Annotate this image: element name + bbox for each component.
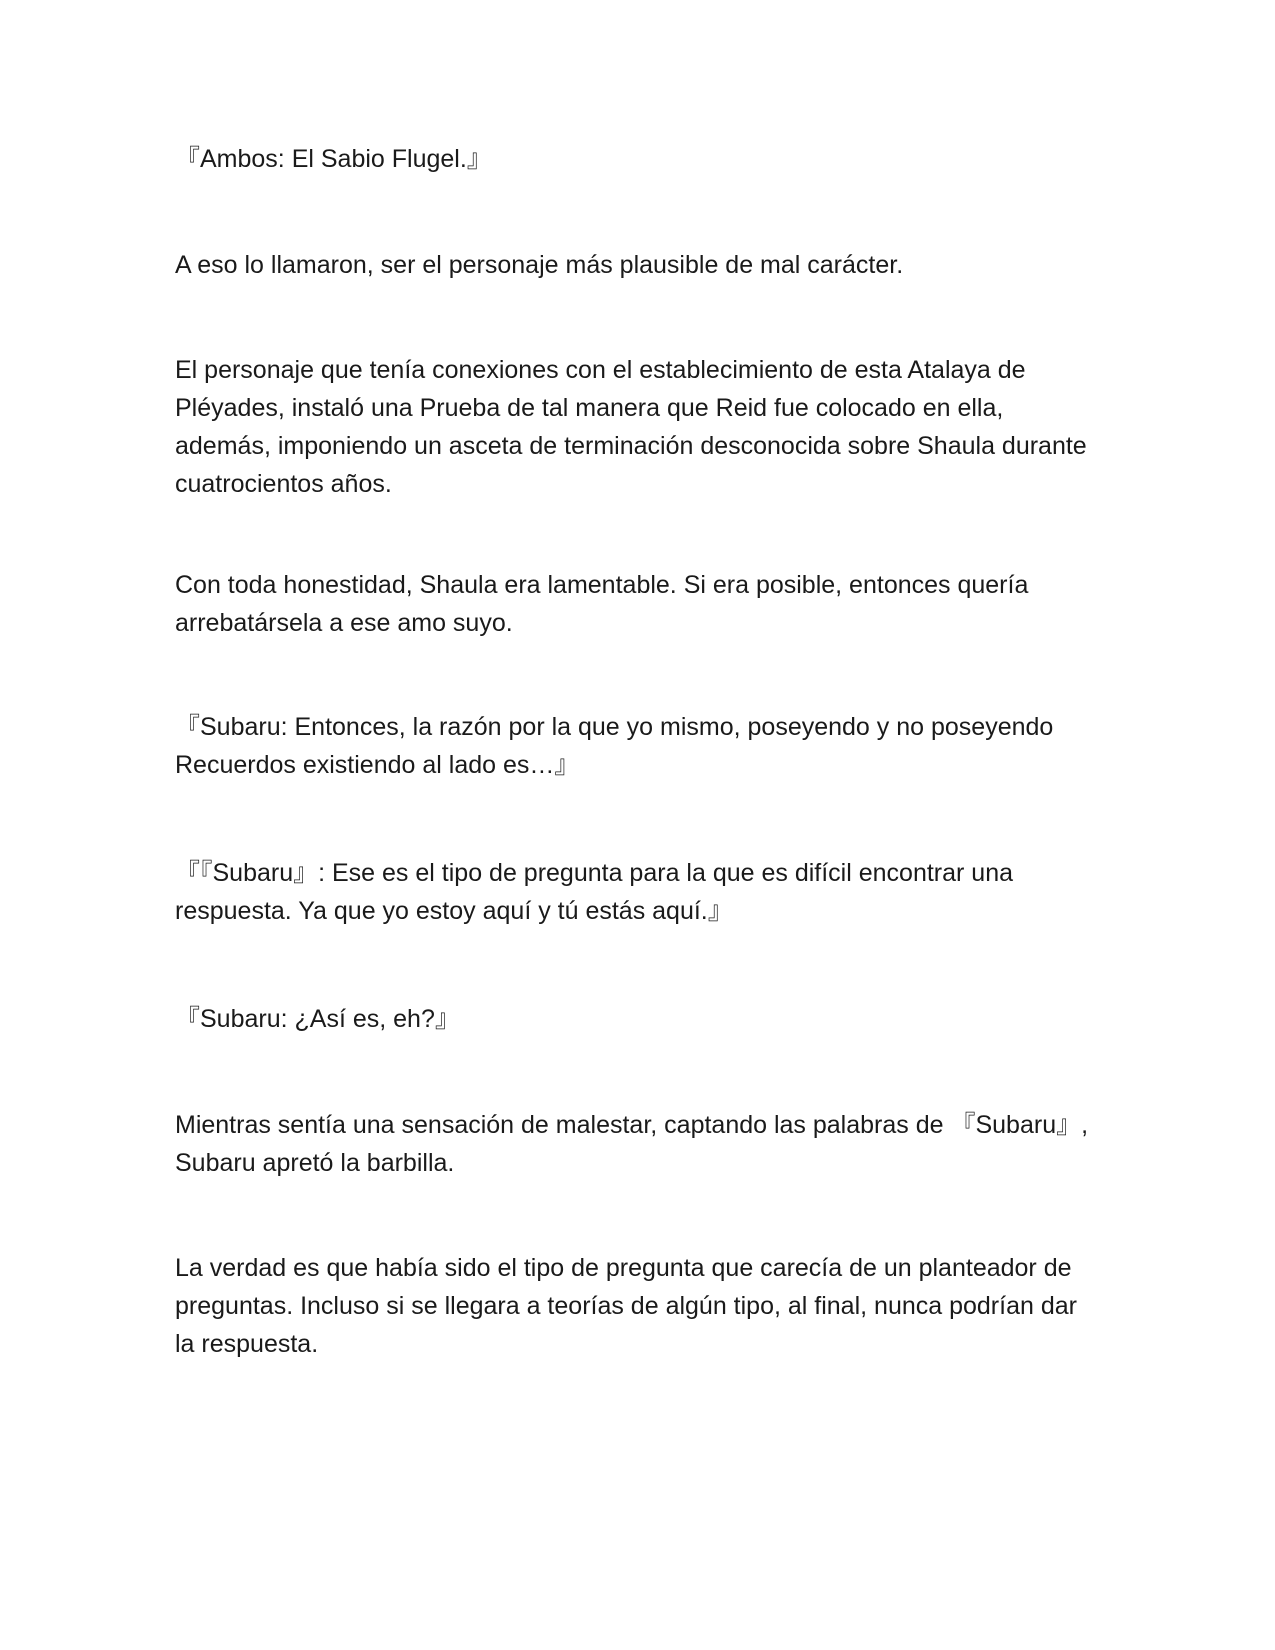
paragraph-9: La verdad es que había sido el tipo de pregunta que carecía de un planteador de preguntas. Incluso si se llegara a teorías de algún tipo, al final, nunca podrían dar la respuesta. bbox=[175, 1254, 1077, 1358]
paragraph-8: Mientras sentía una sensación de malestar, captando las palabras de 『Subaru』, Subaru apretó la barbilla. bbox=[175, 1111, 1089, 1177]
paragraph-3: El personaje que tenía conexiones con el establecimiento de esta Atalaya de Pléyades, instaló una Prueba de tal manera que Reid fue colocado en ella, además, imponiendo un asceta de terminación desconocida sobre Shaula durante cuatrocientos años. bbox=[175, 356, 1087, 498]
paragraph-2: A eso lo llamaron, ser el personaje más plausible de mal carácter. bbox=[175, 251, 904, 279]
paragraph-4: Con toda honestidad, Shaula era lamentable. Si era posible, entonces quería arrebatársela a ese amo suyo. bbox=[175, 571, 1029, 637]
paragraph-6: 『『Subaru』: Ese es el tipo de pregunta para la que es difícil encontrar una respuesta. Ya que yo estoy aquí y tú estás aquí.』 bbox=[175, 859, 1014, 925]
paragraph-1: 『Ambos: El Sabio Flugel.』 bbox=[175, 145, 492, 173]
paragraph-5: 『Subaru: Entonces, la razón por la que yo mismo, poseyendo y no poseyendo Recuerdos existiendo al lado es…』 bbox=[175, 713, 1054, 779]
paragraph-7: 『Subaru: ¿Así es, eh?』 bbox=[175, 1005, 460, 1033]
